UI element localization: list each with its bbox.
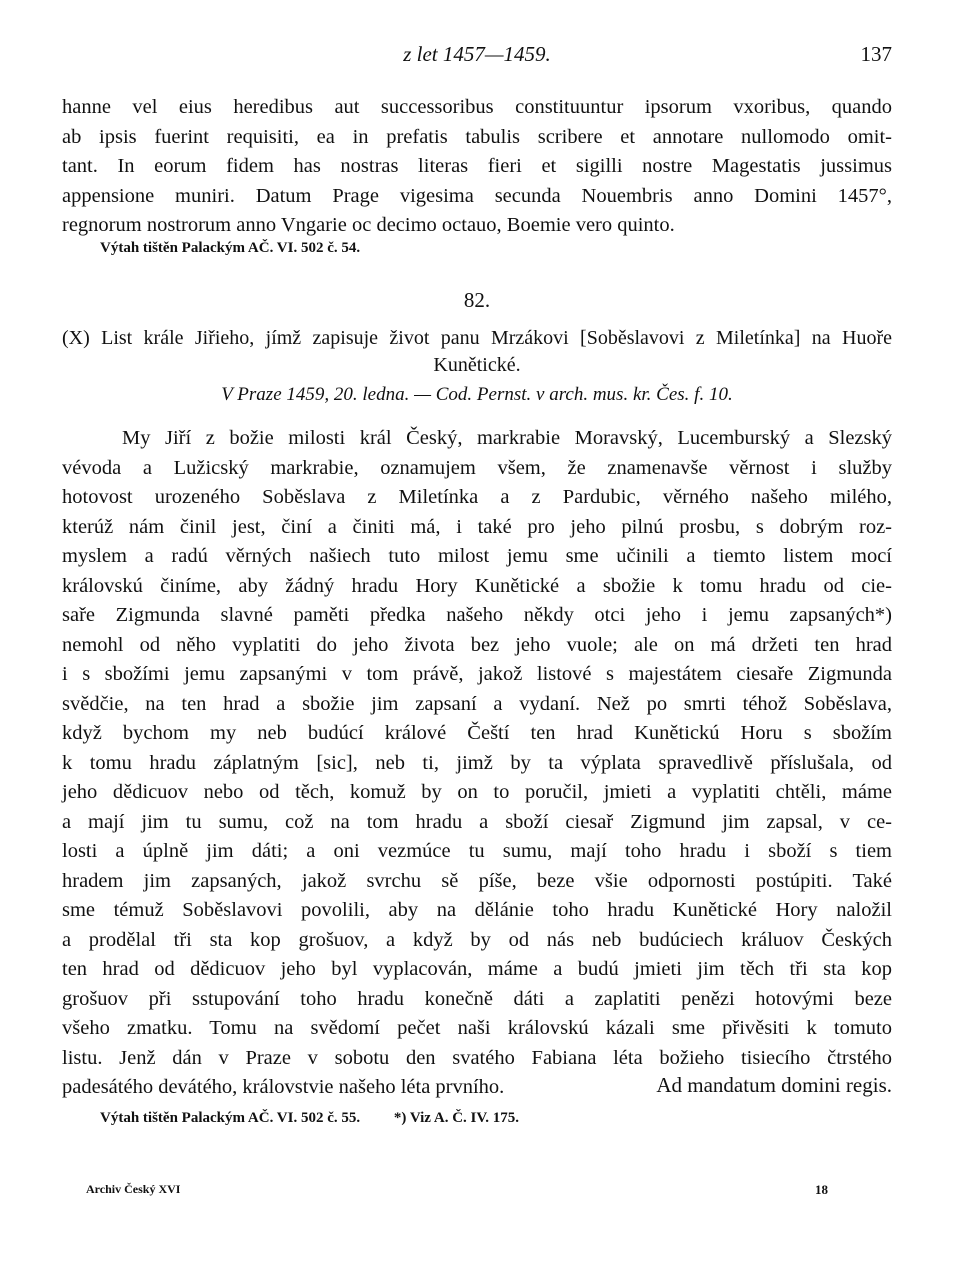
text-line: když bychom my neb budúcí králové Čeští ten hrad Kunětickú Horu s sbožím bbox=[62, 722, 892, 744]
source-note-54: Výtah tištěn Palackým AČ. VI. 502 č. 54. bbox=[100, 240, 361, 256]
text-line: všeho zmatku. Tomu na svědomí pečet naši královskú kázali sme přivěsiti k tomuto bbox=[62, 1017, 892, 1039]
document-body bbox=[62, 424, 892, 1103]
text-line: tant. In eorum fidem has nostras literas fieri et sigilli nostre Magestatis jussimus bbox=[62, 155, 892, 177]
text-line: nemohl od něho vyplatiti do jeho života bez jeho vuole; ale on má držeti ten hrad bbox=[62, 633, 892, 656]
text-line: regnorum nostrorum anno Vngarie oc decimo octauo, Boemie vero quinto. bbox=[62, 214, 675, 236]
text-line: a prodělal tři sta kop grošuov, a když by od nás neb budúciech králuov Českých bbox=[62, 928, 892, 951]
text-line: a mají jim tu sumu, což na tom hradu a sboží ciesař Zigmund jim zapsal, v ce- bbox=[62, 810, 892, 833]
text-line: hanne vel eius heredibus aut successoribus constituuntur ipsorum vxoribus, quando bbox=[62, 96, 892, 118]
text-line: vévoda a Lužicský markrabie, oznamujem všem, že znamenavše věrnost i služby bbox=[62, 456, 892, 479]
heading-line: (X) List krále Jiřieho, jímž zapisuje život panu Mrzákovi [Soběslavovi z Miletínka] na Huoře bbox=[62, 327, 892, 349]
document-number: 82. bbox=[463, 288, 491, 312]
footnote: *) Viz A. Č. IV. 175. bbox=[393, 1110, 520, 1126]
previous-document-text bbox=[62, 93, 892, 241]
running-head bbox=[62, 42, 892, 74]
text-line: svědčie, na ten hrad a sbožie jim zapsaní a vydaní. Než po smrti téhož Soběslava, bbox=[62, 692, 892, 715]
text-line: appensione muniri. Datum Prage vigesima secunda Nouembris anno Domini 1457°, bbox=[62, 184, 892, 207]
text-line: padesátého devátého, královstvie našeho léta prvního. bbox=[62, 1076, 505, 1098]
text-line: jeho dědicuov nebo od těch, komuž by on to poručil, jmieti a vyplatiti chtěli, máme bbox=[62, 781, 892, 803]
heading-line: Kunětické. bbox=[433, 354, 521, 376]
text-line: k tomu hradu záplatným [sic], neb ti, jimž by ta výplata spravedlivě příslušala, od bbox=[62, 751, 892, 774]
text-line: ten hrad od dědicuov jeho byl vyplacován, máme a budú jmieti jim těch tři sta kop bbox=[62, 958, 892, 980]
text-line: hradem jim zapsaných, jakož svrchu sě píše, beze všie odpornosti postúpiti. Také bbox=[62, 869, 892, 892]
text-line: saře Zigmunda slavné paměti předka našeho někdy otci jeho i jemu zapsaných*) bbox=[62, 604, 892, 626]
text-line: sme témuž Soběslavovi povolili, aby na dělánie toho hradu Kunětické Hory naložil bbox=[62, 899, 892, 921]
closing-formula: Ad mandatum domini regis. bbox=[656, 1073, 892, 1097]
text-line: My Jiří z božie milosti král Český, markrabie Moravský, Lucemburský a Slezský bbox=[122, 427, 892, 449]
text-line: hotovost urozeného Soběslava z Miletínka a z Pardubic, věrného našeho milého, bbox=[62, 486, 892, 508]
dateline: V Praze 1459, 20. ledna. — Cod. Pernst. v arch. mus. kr. Čes. f. 10. bbox=[221, 384, 733, 405]
text-line: kterúž nám činil jest, činí a činiti má, i také pro jeho pilnú prosbu, s dobrým roz- bbox=[62, 515, 892, 538]
text-line: ab ipsis fuerint requisiti, ea in prefatis tabulis scribere et annotare nullomodo omit- bbox=[62, 125, 892, 148]
document-heading bbox=[62, 325, 892, 379]
text-line: královskú činíme, aby žádný hradu Hory Kunětické a sbožie k tomu hradu od cie- bbox=[62, 574, 892, 597]
footer-signature: Archiv Český XVI bbox=[86, 1182, 181, 1196]
text-line: myslem a radú věrných našiech tuto milost jemu sme učinili a tiemto listem mocí bbox=[62, 545, 892, 567]
footnotes bbox=[100, 1110, 519, 1127]
text-line: i s sbožími jemu zapsanými v tom právě, jakož listové s majestátem ciesaře Zigmunda bbox=[62, 663, 892, 685]
page-number: 137 bbox=[860, 42, 892, 66]
footer-sheet-number: 18 bbox=[815, 1182, 828, 1197]
running-title: z let 1457—1459. bbox=[403, 42, 551, 66]
text-line: grošuov při sstupování toho hradu konečně dáti a zaplatiti penězi hotovými beze bbox=[62, 987, 892, 1010]
source-note-55: Výtah tištěn Palackým AČ. VI. 502 č. 55. bbox=[100, 1110, 361, 1126]
text-line: listu. Jenž dán v Praze v sobotu den svatého Fabiana léta božieho tisiecího čtrstého bbox=[62, 1046, 892, 1069]
text-line: losti a úplně jim dáti; a oni vezmúce tu sumu, mají toho hradu i sboží s tiem bbox=[62, 840, 892, 862]
